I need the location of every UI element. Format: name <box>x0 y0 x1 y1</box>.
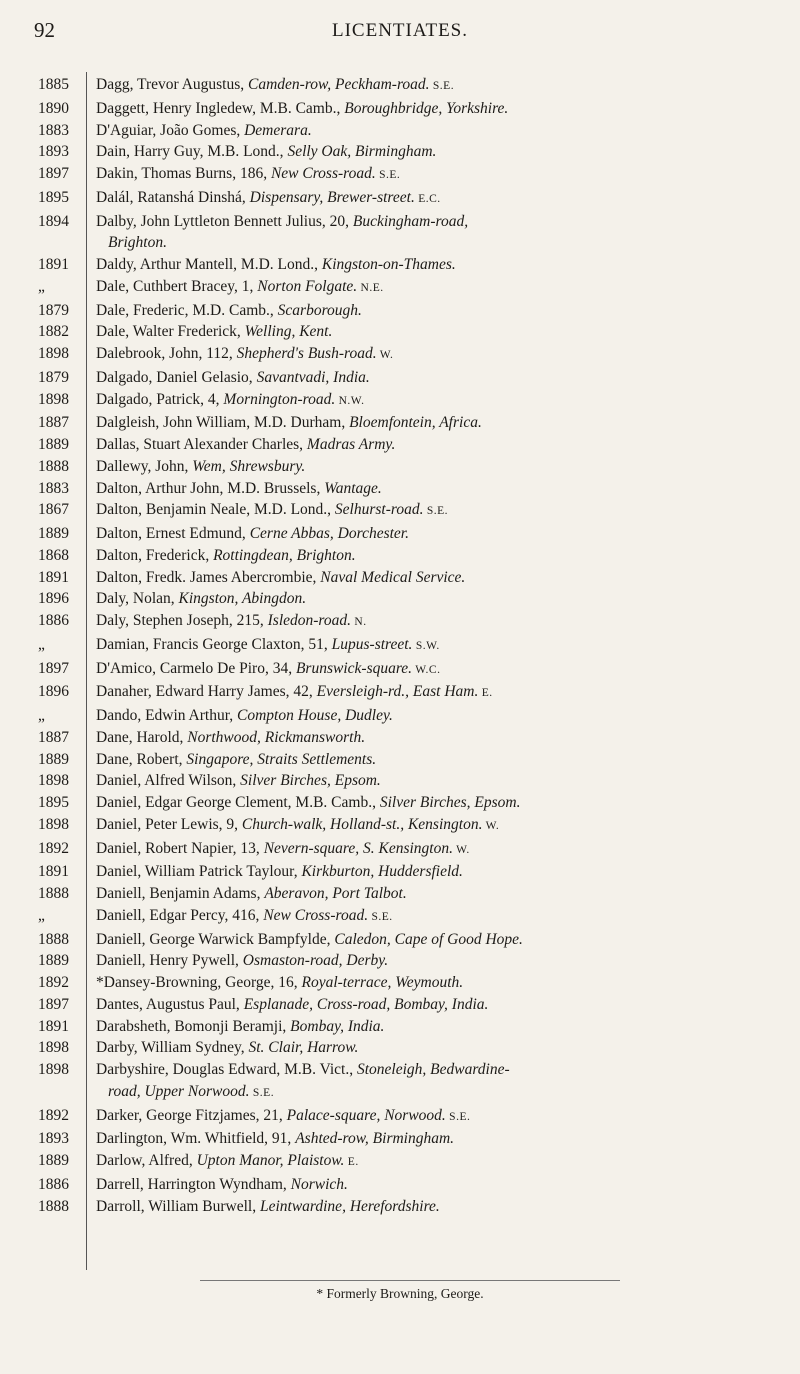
entry-name: Dane, Harold, <box>96 728 188 746</box>
entry-address: New Cross-road. <box>263 906 369 924</box>
entry-text <box>96 1196 786 1218</box>
entry-name: Darrell, Harrington Wyndham, <box>96 1175 291 1193</box>
entry-year: 1891 <box>38 568 69 586</box>
entry-address: Norton Folgate. <box>257 277 358 295</box>
entry-district: N.W. <box>335 394 365 407</box>
list-item <box>0 456 800 478</box>
entry-name: Daggett, Henry Ingledew, M.B. Camb., <box>96 99 345 117</box>
entry-year: 1867 <box>38 501 69 519</box>
entry-name: Dalton, Benjamin Neale, M.D. Lond., <box>96 501 335 519</box>
list-item <box>0 1150 800 1174</box>
entry-text <box>96 276 786 300</box>
entry-year: 1889 <box>38 952 69 970</box>
list-item <box>0 1105 800 1129</box>
entry-text <box>96 567 786 589</box>
entry-address: Church-walk, Holland-st., Kensington. <box>241 815 483 833</box>
entry-text <box>96 1016 786 1038</box>
list-item <box>0 276 800 300</box>
entry-text <box>96 1150 786 1174</box>
entry-name: Daniell, George Warwick Bampfylde, <box>96 930 335 948</box>
list-item <box>0 412 800 434</box>
entry-year: 1895 <box>38 794 69 811</box>
entry-text <box>96 883 786 905</box>
entry-text <box>96 254 786 276</box>
entry-address: Leintwardine, Herefordshire. <box>259 1197 440 1215</box>
entry-address: Mornington-road. <box>223 390 336 408</box>
entry-text <box>96 523 786 545</box>
entry-name: Darby, William Sydney, <box>96 1039 249 1057</box>
entry-text <box>96 1128 786 1150</box>
entry-year: 1887 <box>38 414 69 432</box>
list-item <box>0 658 800 682</box>
entry-address: Wantage. <box>324 479 382 497</box>
entry-text <box>96 905 786 929</box>
entry-year: „ <box>38 277 45 295</box>
entry-name: Dallewy, John, <box>96 457 193 475</box>
entry-year: 1898 <box>38 815 69 833</box>
entry-address: Northwood, Rickmansworth. <box>187 728 366 746</box>
entry-name: Daniell, Edgar Percy, 416, <box>96 906 264 924</box>
entry-name: Darlington, Wm. Whitfield, 91, <box>96 1130 296 1148</box>
list-item <box>0 838 800 862</box>
entry-year: „ <box>38 635 45 653</box>
list-item <box>0 681 800 705</box>
entry-text <box>96 972 786 994</box>
entry-text <box>96 300 786 322</box>
entry-district: S.W. <box>412 639 440 652</box>
entry-address: Stoneleigh, Bedwardine- <box>356 1061 510 1078</box>
list-item <box>0 434 800 456</box>
entry-name: Dalgado, Patrick, 4, <box>96 390 224 408</box>
entry-name: Dale, Walter Frederick, <box>96 323 245 341</box>
entry-year: 1898 <box>38 345 69 362</box>
running-head: LICENTIATES. <box>331 20 468 41</box>
entry-text <box>96 792 786 814</box>
list-item <box>0 1174 800 1196</box>
list-item <box>0 74 800 98</box>
entry-name: Dale, Frederic, M.D. Camb., <box>96 301 278 319</box>
list-item <box>0 770 800 792</box>
entry-address: Naval Medical Service. <box>320 568 466 586</box>
entry-text <box>96 950 786 972</box>
entry-address: Brunswick-square. <box>295 659 413 677</box>
entry-text <box>96 187 786 211</box>
list-item <box>0 567 800 589</box>
entry-name: Damian, Francis George Claxton, 51, <box>96 635 332 653</box>
list-item <box>0 98 800 120</box>
entry-text <box>96 658 786 682</box>
list-item <box>0 950 800 972</box>
entry-address: Kingston, Abingdon. <box>178 590 307 608</box>
list-item <box>0 883 800 905</box>
entry-address: Silver Birches, Epsom. <box>240 772 381 790</box>
entry-text <box>96 74 786 98</box>
entry-year: 1888 <box>38 1197 69 1215</box>
entry-text <box>96 434 786 456</box>
entry-text <box>96 367 786 389</box>
list-item <box>0 1128 800 1150</box>
entry-address: Norwich. <box>290 1175 348 1193</box>
entry-name: Daniell, Benjamin Adams, <box>96 885 265 902</box>
entry-name: Dalton, Fredk. James Abercrombie, <box>96 568 321 586</box>
entry-text <box>96 727 786 749</box>
entry-name: Darroll, William Burwell, <box>96 1197 260 1215</box>
entry-year: 1888 <box>38 930 69 948</box>
entry-address: Camden-row, Peckham-road. <box>248 76 430 93</box>
entry-year: 1892 <box>38 839 69 857</box>
entry-name: Dalton, Ernest Edmund, <box>96 525 250 542</box>
entry-address: Kirkburton, Huddersfield. <box>301 863 463 881</box>
entry-text <box>96 861 786 883</box>
list-item <box>0 610 800 634</box>
entry-text <box>96 343 786 367</box>
entry-continuation <box>96 1081 786 1105</box>
entry-address: Dispensary, Brewer-street. <box>249 188 415 206</box>
entry-name: Dain, Harry Guy, M.B. Lond., <box>96 143 288 161</box>
entry-year: 1897 <box>38 659 69 677</box>
entry-year: 1891 <box>38 1017 69 1035</box>
list-item <box>0 792 800 814</box>
entry-text <box>96 98 786 120</box>
entry-year: 1883 <box>38 479 69 497</box>
list-item <box>0 749 800 771</box>
entry-year: 1891 <box>38 256 69 273</box>
page-number: 92 <box>34 18 55 42</box>
entry-name: Daly, Stephen Joseph, 215, <box>96 612 268 629</box>
entry-year: 1898 <box>38 390 69 408</box>
entry-address: Upton Manor, Plaistow. <box>196 1152 345 1169</box>
entry-address: Selly Oak, Birmingham. <box>287 143 437 161</box>
entry-year: 1898 <box>38 1061 69 1078</box>
entry-year: 1896 <box>38 683 69 701</box>
entry-text <box>96 321 786 343</box>
entry-year: 1868 <box>38 546 69 564</box>
entry-district: E. <box>478 687 493 700</box>
entry-year: „ <box>38 707 45 724</box>
entry-year: 1889 <box>38 1152 69 1169</box>
entry-year: 1887 <box>38 728 69 746</box>
entry-text <box>96 1037 786 1059</box>
list-item <box>0 321 800 343</box>
list-item <box>0 905 800 929</box>
entry-address: Royal-terrace, Weymouth. <box>301 974 464 991</box>
entry-year: 1891 <box>38 863 69 881</box>
entry-address: Palace-square, Norwood. <box>286 1106 446 1124</box>
list-item <box>0 1196 800 1218</box>
entry-name: Dalebrook, John, 112, <box>96 345 237 362</box>
entry-address: Buckingham-road, <box>352 212 469 230</box>
list-item <box>0 588 800 610</box>
list-item <box>0 141 800 163</box>
entry-text <box>96 705 786 727</box>
entry-name: Daldy, Arthur Mantell, M.D. Lond., <box>96 256 322 273</box>
list-item <box>0 545 800 567</box>
list-item <box>0 254 800 276</box>
entry-year: „ <box>38 906 45 924</box>
entry-text <box>96 389 786 413</box>
entry-address: Shepherd's Bush-road. <box>236 345 377 362</box>
entry-address: Singapore, Straits Settlements. <box>186 750 377 768</box>
entry-name: Daniell, Henry Pywell, <box>96 952 243 970</box>
entry-year: 1882 <box>38 323 69 341</box>
entry-name: D'Amico, Carmelo De Piro, 34, <box>96 659 296 677</box>
entry-district: W. <box>482 819 500 832</box>
list-item <box>0 120 800 142</box>
entry-address: Lupus-street. <box>331 635 413 653</box>
entry-district: S.E. <box>445 1110 471 1123</box>
entry-district: W.C. <box>412 663 441 676</box>
entry-name: Daniel, Peter Lewis, 9, <box>96 815 242 833</box>
entry-name: Dallas, Stuart Alexander Charles, <box>96 436 307 453</box>
entry-name: Dane, Robert, <box>96 750 187 768</box>
entry-address: Welling, Kent. <box>244 323 333 341</box>
entry-name: D'Aguiar, João Gomes, <box>96 121 245 139</box>
entry-year: 1889 <box>38 525 69 542</box>
entry-name: Dalby, John Lyttleton Bennett Julius, 20, <box>96 212 353 230</box>
entry-year: 1896 <box>38 590 69 608</box>
entry-text <box>96 838 786 862</box>
entry-year: 1894 <box>38 212 69 230</box>
entry-year: 1879 <box>38 368 69 386</box>
list-item <box>0 1059 800 1105</box>
entry-address: Demerara. <box>244 121 312 139</box>
entry-year: 1892 <box>38 974 69 991</box>
list-item <box>0 389 800 413</box>
entry-year: 1890 <box>38 99 69 117</box>
entry-district: E.C. <box>414 192 441 205</box>
entry-district: S.E. <box>423 505 449 518</box>
entry-name: Dakin, Thomas Burns, 186, <box>96 165 271 182</box>
list-item <box>0 499 800 523</box>
list-item <box>0 994 800 1016</box>
entry-text <box>96 1174 786 1196</box>
entry-address: Ashted-row, Birmingham. <box>295 1130 455 1148</box>
list-item <box>0 367 800 389</box>
entry-address: New Cross-road. <box>270 165 376 182</box>
entry-name: Darabsheth, Bomonji Beramji, <box>96 1017 291 1035</box>
entry-year: 1889 <box>38 436 69 453</box>
entry-name: Dantes, Augustus Paul, <box>96 995 244 1013</box>
entry-district: N. <box>351 616 367 628</box>
entry-year: 1886 <box>38 612 69 629</box>
entry-text <box>96 1105 786 1129</box>
entry-address: Wem, Shrewsbury. <box>192 457 306 475</box>
entry-text <box>96 814 786 838</box>
entry-text <box>96 1059 786 1105</box>
entry-name: Daniel, William Patrick Taylour, <box>96 863 302 881</box>
entry-district: W. <box>376 349 394 361</box>
entry-address: Rottingdean, Brighton. <box>213 546 356 564</box>
entry-address: Osmaston-road, Derby. <box>242 952 389 970</box>
list-item <box>0 343 800 367</box>
list-item <box>0 523 800 545</box>
entry-text <box>96 610 786 634</box>
entry-name: Dalton, Frederick, <box>96 546 214 564</box>
entry-address: Selhurst-road. <box>334 501 424 519</box>
entry-text <box>96 929 786 951</box>
list-item <box>0 1016 800 1038</box>
entry-name: Dale, Cuthbert Bracey, 1, <box>96 277 258 295</box>
entry-year: 1892 <box>38 1106 69 1124</box>
list-item <box>0 727 800 749</box>
entry-name: Dando, Edwin Arthur, <box>96 707 238 724</box>
entry-name: Darlow, Alfred, <box>96 1152 197 1169</box>
entry-district: E. <box>344 1156 359 1168</box>
entry-year: 1898 <box>38 1039 69 1057</box>
entry-continuation-address: road, Upper Norwood. <box>108 1082 250 1100</box>
list-item <box>0 163 800 187</box>
entry-year: 1895 <box>38 188 69 206</box>
list-item <box>0 814 800 838</box>
list-item <box>0 861 800 883</box>
entry-address: Nevern-square, S. Kensington. <box>263 839 453 857</box>
entry-name: Dalál, Ratanshá Dinshá, <box>96 188 250 206</box>
entry-address: Aberavon, Port Talbot. <box>264 885 407 902</box>
footnote-rule <box>200 1280 620 1281</box>
entry-text <box>96 499 786 523</box>
entry-text <box>96 994 786 1016</box>
entry-text <box>96 749 786 771</box>
entry-address: Eversleigh-rd., East Ham. <box>316 683 479 701</box>
entry-address: Silver Birches, Epsom. <box>379 794 521 811</box>
entry-year: 1879 <box>38 301 69 319</box>
entry-district: S.E. <box>375 169 401 181</box>
entry-text <box>96 412 786 434</box>
entry-address: Compton House, Dudley. <box>237 707 393 724</box>
entry-name: *Dansey-Browning, George, 16, <box>96 974 302 991</box>
entry-name: Dalgado, Daniel Gelasio, <box>96 368 257 386</box>
entry-text <box>96 478 786 500</box>
list-item <box>0 705 800 727</box>
entry-continuation-district: S.E. <box>249 1086 275 1099</box>
entry-district: W. <box>452 843 470 856</box>
entry-address: Cerne Abbas, Dorchester. <box>249 525 409 542</box>
entry-name: Dalton, Arthur John, M.D. Brussels, <box>96 479 325 497</box>
list-item <box>0 300 800 322</box>
entry-name: Daly, Nolan, <box>96 590 179 608</box>
entry-text <box>96 681 786 705</box>
entry-year: 1897 <box>38 995 69 1013</box>
entry-text <box>96 456 786 478</box>
entry-year: 1893 <box>38 143 69 161</box>
entry-address: Boroughbridge, Yorkshire. <box>344 99 509 117</box>
entry-name: Dagg, Trevor Augustus, <box>96 76 249 93</box>
entry-text <box>96 211 786 255</box>
entry-address: Bombay, India. <box>290 1017 385 1035</box>
list-item <box>0 211 800 255</box>
entry-text <box>96 770 786 792</box>
entry-address: St. Clair, Harrow. <box>248 1039 359 1057</box>
entry-address: Bloemfontein, Africa. <box>349 414 482 432</box>
entry-address: Scarborough. <box>277 301 362 319</box>
entry-year: 1885 <box>38 76 69 93</box>
entry-name: Danaher, Edward Harry James, 42, <box>96 683 317 701</box>
entry-address: Isledon-road. <box>267 612 352 629</box>
entry-name: Darker, George Fitzjames, 21, <box>96 1106 287 1124</box>
entry-name: Daniel, Alfred Wilson, <box>96 772 241 790</box>
entry-name: Daniel, Edgar George Clement, M.B. Camb., <box>96 794 380 811</box>
list-item <box>0 634 800 658</box>
footnote: * Formerly Browning, George. <box>316 1286 484 1301</box>
entry-continuation-address: Brighton. <box>108 234 167 252</box>
entry-address: Esplanade, Cross-road, Bombay, India. <box>243 995 489 1013</box>
entry-address: Caledon, Cape of Good Hope. <box>334 930 523 948</box>
entry-continuation <box>96 232 786 254</box>
entry-text <box>96 634 786 658</box>
entry-year: 1888 <box>38 885 69 902</box>
list-item <box>0 1037 800 1059</box>
entry-year: 1889 <box>38 750 69 768</box>
entry-list <box>0 74 800 1217</box>
entry-name: Darbyshire, Douglas Edward, M.B. Vict., <box>96 1061 357 1078</box>
entry-year: 1897 <box>38 165 69 182</box>
list-item <box>0 187 800 211</box>
entry-year: 1893 <box>38 1130 69 1148</box>
entry-text <box>96 588 786 610</box>
entry-year: 1883 <box>38 121 69 139</box>
entry-address: Kingston-on-Thames. <box>321 256 456 273</box>
entry-name: Dalgleish, John William, M.D. Durham, <box>96 414 350 432</box>
entry-text <box>96 141 786 163</box>
list-item <box>0 929 800 951</box>
entry-year: 1888 <box>38 457 69 475</box>
entry-district: N.E. <box>357 281 384 294</box>
entry-year: 1886 <box>38 1175 69 1193</box>
entry-district: S.E. <box>429 80 455 92</box>
entry-text <box>96 163 786 187</box>
entry-name: Daniel, Robert Napier, 13, <box>96 839 264 857</box>
list-item <box>0 478 800 500</box>
entry-text <box>96 120 786 142</box>
list-item <box>0 972 800 994</box>
entry-address: Savantvadi, India. <box>256 368 370 386</box>
entry-year: 1898 <box>38 772 69 790</box>
entry-text <box>96 545 786 567</box>
entry-address: Madras Army. <box>306 436 396 453</box>
entry-district: S.E. <box>368 910 393 923</box>
